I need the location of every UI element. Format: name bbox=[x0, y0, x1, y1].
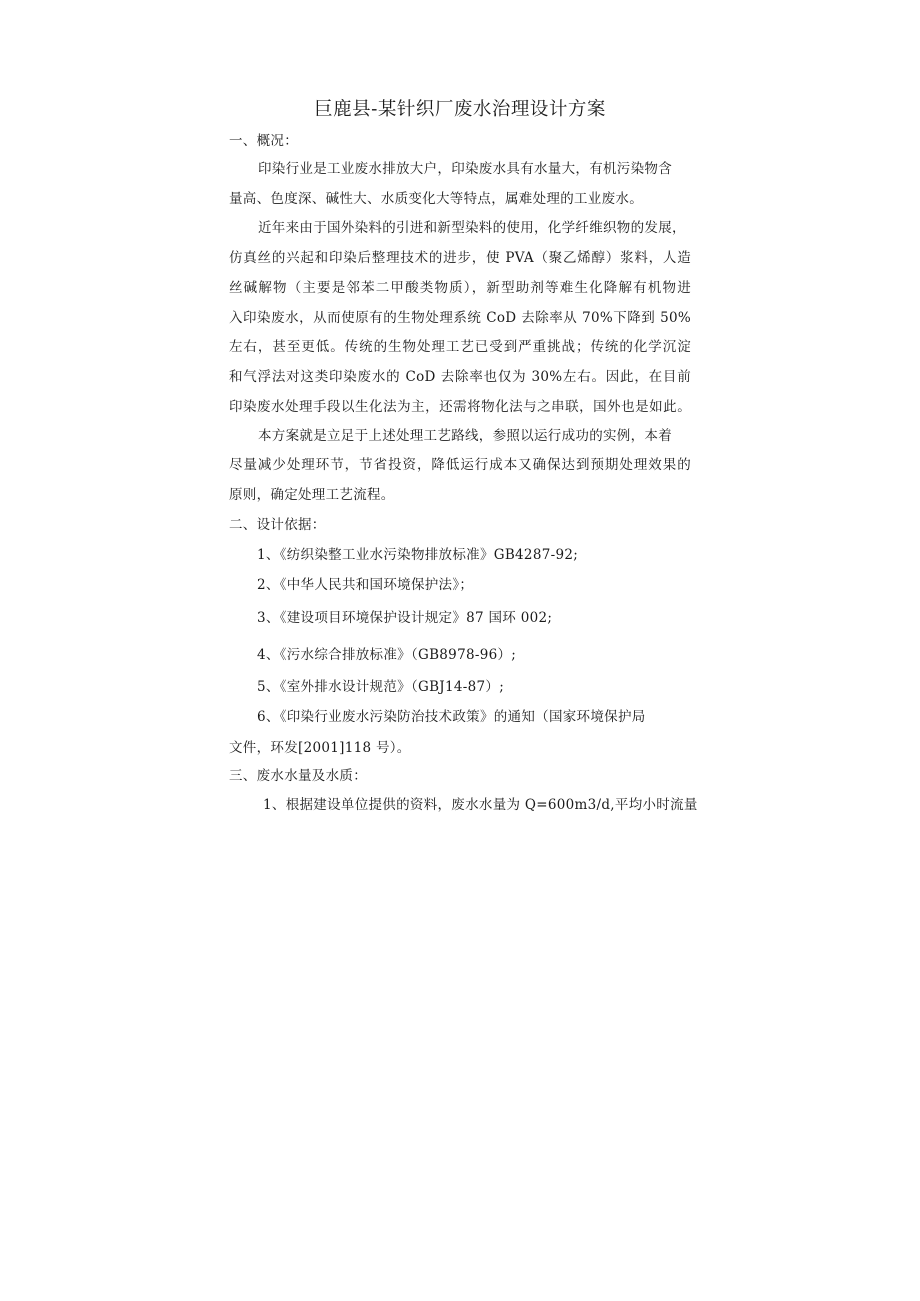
paragraph-line: 近年来由于国外染料的引进和新型染料的使用，化学纤维织物的发展， bbox=[258, 220, 686, 236]
paragraph-line: 印染行业是工业废水排放大户，印染废水具有水量大，有机污染物含 bbox=[258, 161, 672, 177]
paragraph-line: 尽量减少处理环节，节省投资，降低运行成本又确保达到预期处理效果的 bbox=[229, 457, 691, 473]
paragraph-line: 仿真丝的兴起和印染后整理技术的进步，使 PVA（聚乙烯醇）浆料，人造 bbox=[229, 250, 691, 266]
list-item-continuation: 文件，环发[2001]118 号）。 bbox=[229, 740, 411, 756]
list-item: 6、《印染行业废水污染防治技术政策》的通知（国家环境保护局 bbox=[257, 709, 646, 725]
list-item: 5、《室外排水设计规范》（GBJ14-87）; bbox=[257, 679, 505, 695]
list-item: 2、《中华人民共和国环境保护法》； bbox=[257, 577, 474, 593]
paragraph-line: 印染废水处理手段以生化法为主，还需将物化法与之串联，国外也是如此。 bbox=[229, 399, 691, 415]
paragraph-line: 丝碱解物（主要是邻苯二甲酸类物质），新型助剂等难生化降解有机物进 bbox=[229, 280, 691, 296]
list-item: 1、《纺织染整工业水污染物排放标准》GB4287-92; bbox=[257, 547, 579, 563]
section-heading-water-quality: 三、废水水量及水质： bbox=[229, 768, 367, 784]
paragraph-line: 左右，甚至更低。传统的生物处理工艺已受到严重挑战；传统的化学沉淀 bbox=[229, 339, 691, 355]
paragraph-line: 量高、色度深、碱性大、水质变化大等特点，属难处理的工业废水。 bbox=[229, 191, 643, 207]
paragraph-line: 入印染废水，从而使原有的生物处理系统 CoD 去除率从 70%下降到 50% bbox=[229, 310, 691, 326]
paragraph-line: 本方案就是立足于上述处理工艺路线，参照以运行成功的实例，本着 bbox=[258, 428, 672, 444]
list-item: 1、根据建设单位提供的资料，废水水量为 Q=600m3/d,平均小时流量 bbox=[263, 797, 698, 813]
section-heading-design-basis: 二、设计依据： bbox=[229, 517, 326, 533]
section-heading-overview: 一、概况： bbox=[229, 133, 298, 149]
paragraph-line: 原则，确定处理工艺流程。 bbox=[229, 487, 395, 503]
document-title: 巨鹿县-某针织厂废水治理设计方案 bbox=[314, 99, 606, 120]
paragraph-line: 和气浮法对这类印染废水的 CoD 去除率也仅为 30%左右。因此，在目前 bbox=[229, 369, 691, 385]
list-item: 4、《污水综合排放标准》（GB8978-96）; bbox=[257, 647, 517, 663]
list-item: 3、《建设项目环境保护设计规定》87 国环 002; bbox=[257, 610, 553, 626]
